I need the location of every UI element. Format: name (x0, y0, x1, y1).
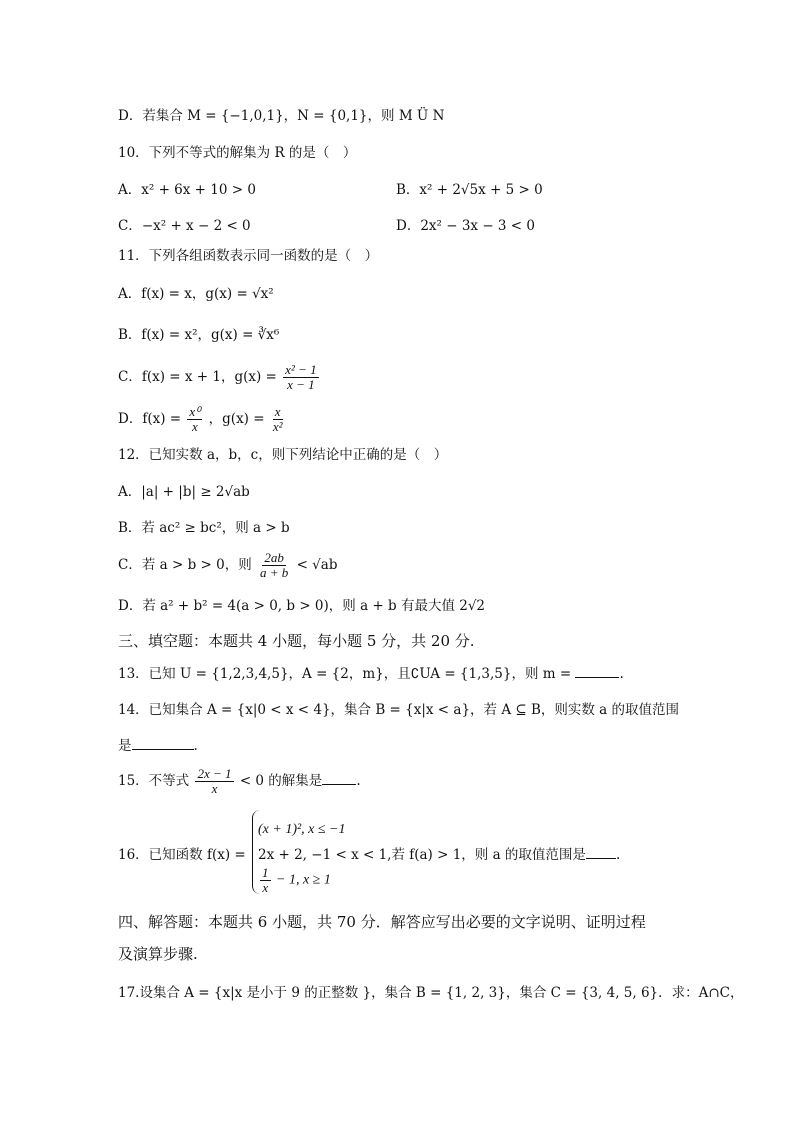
q15 (118, 764, 361, 798)
q14-line2-prefix: 是 (118, 738, 132, 754)
q12-c-prefix: C．若 a > b > 0，则 (118, 557, 252, 573)
q15-numerator: 2x − 1 (197, 766, 232, 781)
q13-text: 13．已知 U = {1,2,3,4,5}，A = {2，m}，且∁UA = {1,3,5}，则 m = (118, 666, 572, 682)
q13-answer-blank[interactable] (575, 665, 619, 678)
q15-prefix: 15．不等式 (118, 773, 190, 789)
section-4-heading-line2: 及演算步骤. (118, 945, 198, 963)
q13-end: . (619, 666, 624, 682)
q15-answer-blank[interactable] (322, 772, 356, 785)
q11-c-fraction (283, 363, 318, 392)
q16-case-3-fraction (260, 866, 271, 895)
q10-option-a: A．x² + 6x + 10 > 0 (118, 182, 256, 198)
q11-d-fraction-g (271, 405, 285, 434)
q11-option-b: B．f(x) = x²，g(x) = ∛x⁶ (118, 327, 280, 343)
q10-option-c: C．−x² + x − 2 < 0 (118, 218, 251, 234)
q10-option-b: B．x² + 2√5x + 5 > 0 (396, 182, 543, 198)
q12-option-d: D．若 a² + b² = 4(a > 0, b > 0)，则 a + b 有最大值 2√2 (118, 598, 486, 614)
section-3-heading: 三、填空题：本题共 4 小题，每小题 5 分，共 20 分. (118, 632, 475, 650)
q11-d-denominator-g: x² (272, 419, 283, 434)
q15-end: . (356, 773, 361, 789)
q11-d-numerator-f: x⁰ (189, 404, 201, 419)
q11-d-denominator-f: x (191, 419, 198, 434)
section-4-heading-line1: 四、解答题：本题共 6 小题，共 70 分．解答应写出必要的文字说明、证明过程 (118, 913, 646, 931)
q11-c-prefix: C．f(x) = x + 1，g(x) = (118, 369, 277, 385)
q11-option-a: A．f(x) = x，g(x) = √x² (118, 286, 274, 302)
q11-stem: 11．下列各组函数表示同一函数的是（ ） (118, 248, 379, 264)
q13 (118, 664, 624, 684)
q16-case-2 (258, 845, 620, 865)
q12-stem: 12．已知实数 a，b，c，则下列结论中正确的是（ ） (118, 447, 448, 463)
q16-end: . (615, 847, 621, 863)
q10-option-d: D．2x² − 3x − 3 < 0 (396, 218, 536, 234)
q11-d-numerator-g: x (274, 404, 281, 419)
q11-d-fraction-f (187, 405, 202, 434)
q12-option-c (118, 548, 337, 582)
q16-case-1: (x + 1)², x ≤ −1 (258, 822, 346, 837)
q11-c-denominator: x − 1 (287, 377, 315, 392)
q11-option-d (118, 402, 287, 436)
q14-line2 (118, 736, 198, 756)
q15-fraction (195, 767, 233, 796)
q12-c-numerator: 2ab (264, 550, 284, 565)
q12-c-denominator: a + b (260, 565, 289, 580)
q14-end: . (193, 738, 198, 754)
q14-answer-blank[interactable] (132, 737, 194, 750)
q16-prefix: 16．已知函数 f(x) = (118, 847, 246, 863)
q12-c-suffix: < √ab (296, 557, 338, 573)
q16-case-3 (258, 866, 331, 895)
q16-case-3-numerator: 1 (262, 865, 269, 880)
q11-d-middle: ，g(x) = (208, 411, 265, 427)
q11-d-prefix: D．f(x) = (118, 411, 182, 427)
q15-denominator: x (211, 781, 218, 796)
q16-case-3-denominator: x (262, 880, 269, 895)
q17: 17.设集合 A = {x|x 是小于 9 的正整数 }，集合 B = {1, 2, 3}，集合 C = {3, 4, 5, 6}．求：A∩C， (118, 985, 744, 1001)
q14-line1: 14．已知集合 A = {x|0 < x < 4}，集合 B = {x|x < a}，若 A ⊆ B，则实数 a 的取值范围 (118, 702, 680, 718)
q12-option-b: B．若 ac² ≥ bc²，则 a > b (118, 520, 290, 536)
q12-c-fraction (258, 551, 290, 580)
q12-option-a: A．|a| + |b| ≥ 2√ab (118, 484, 250, 500)
q9-option-d: D．若集合 M = {−1,0,1}，N = {0,1}，则 M Ü N (118, 108, 445, 124)
q16-case-2-text: 2x + 2, −1 < x < 1,若 f(a) > 1，则 a 的取值范围是 (258, 847, 586, 863)
q10-stem: 10．下列不等式的解集为 R 的是（ ） (118, 145, 357, 161)
q16-answer-blank[interactable] (586, 846, 616, 859)
q15-suffix: < 0 的解集是 (239, 773, 323, 789)
q16-case-3-suffix: − 1, x ≥ 1 (276, 872, 331, 888)
q11-option-c (118, 360, 321, 394)
q11-c-numerator: x² − 1 (285, 362, 317, 377)
